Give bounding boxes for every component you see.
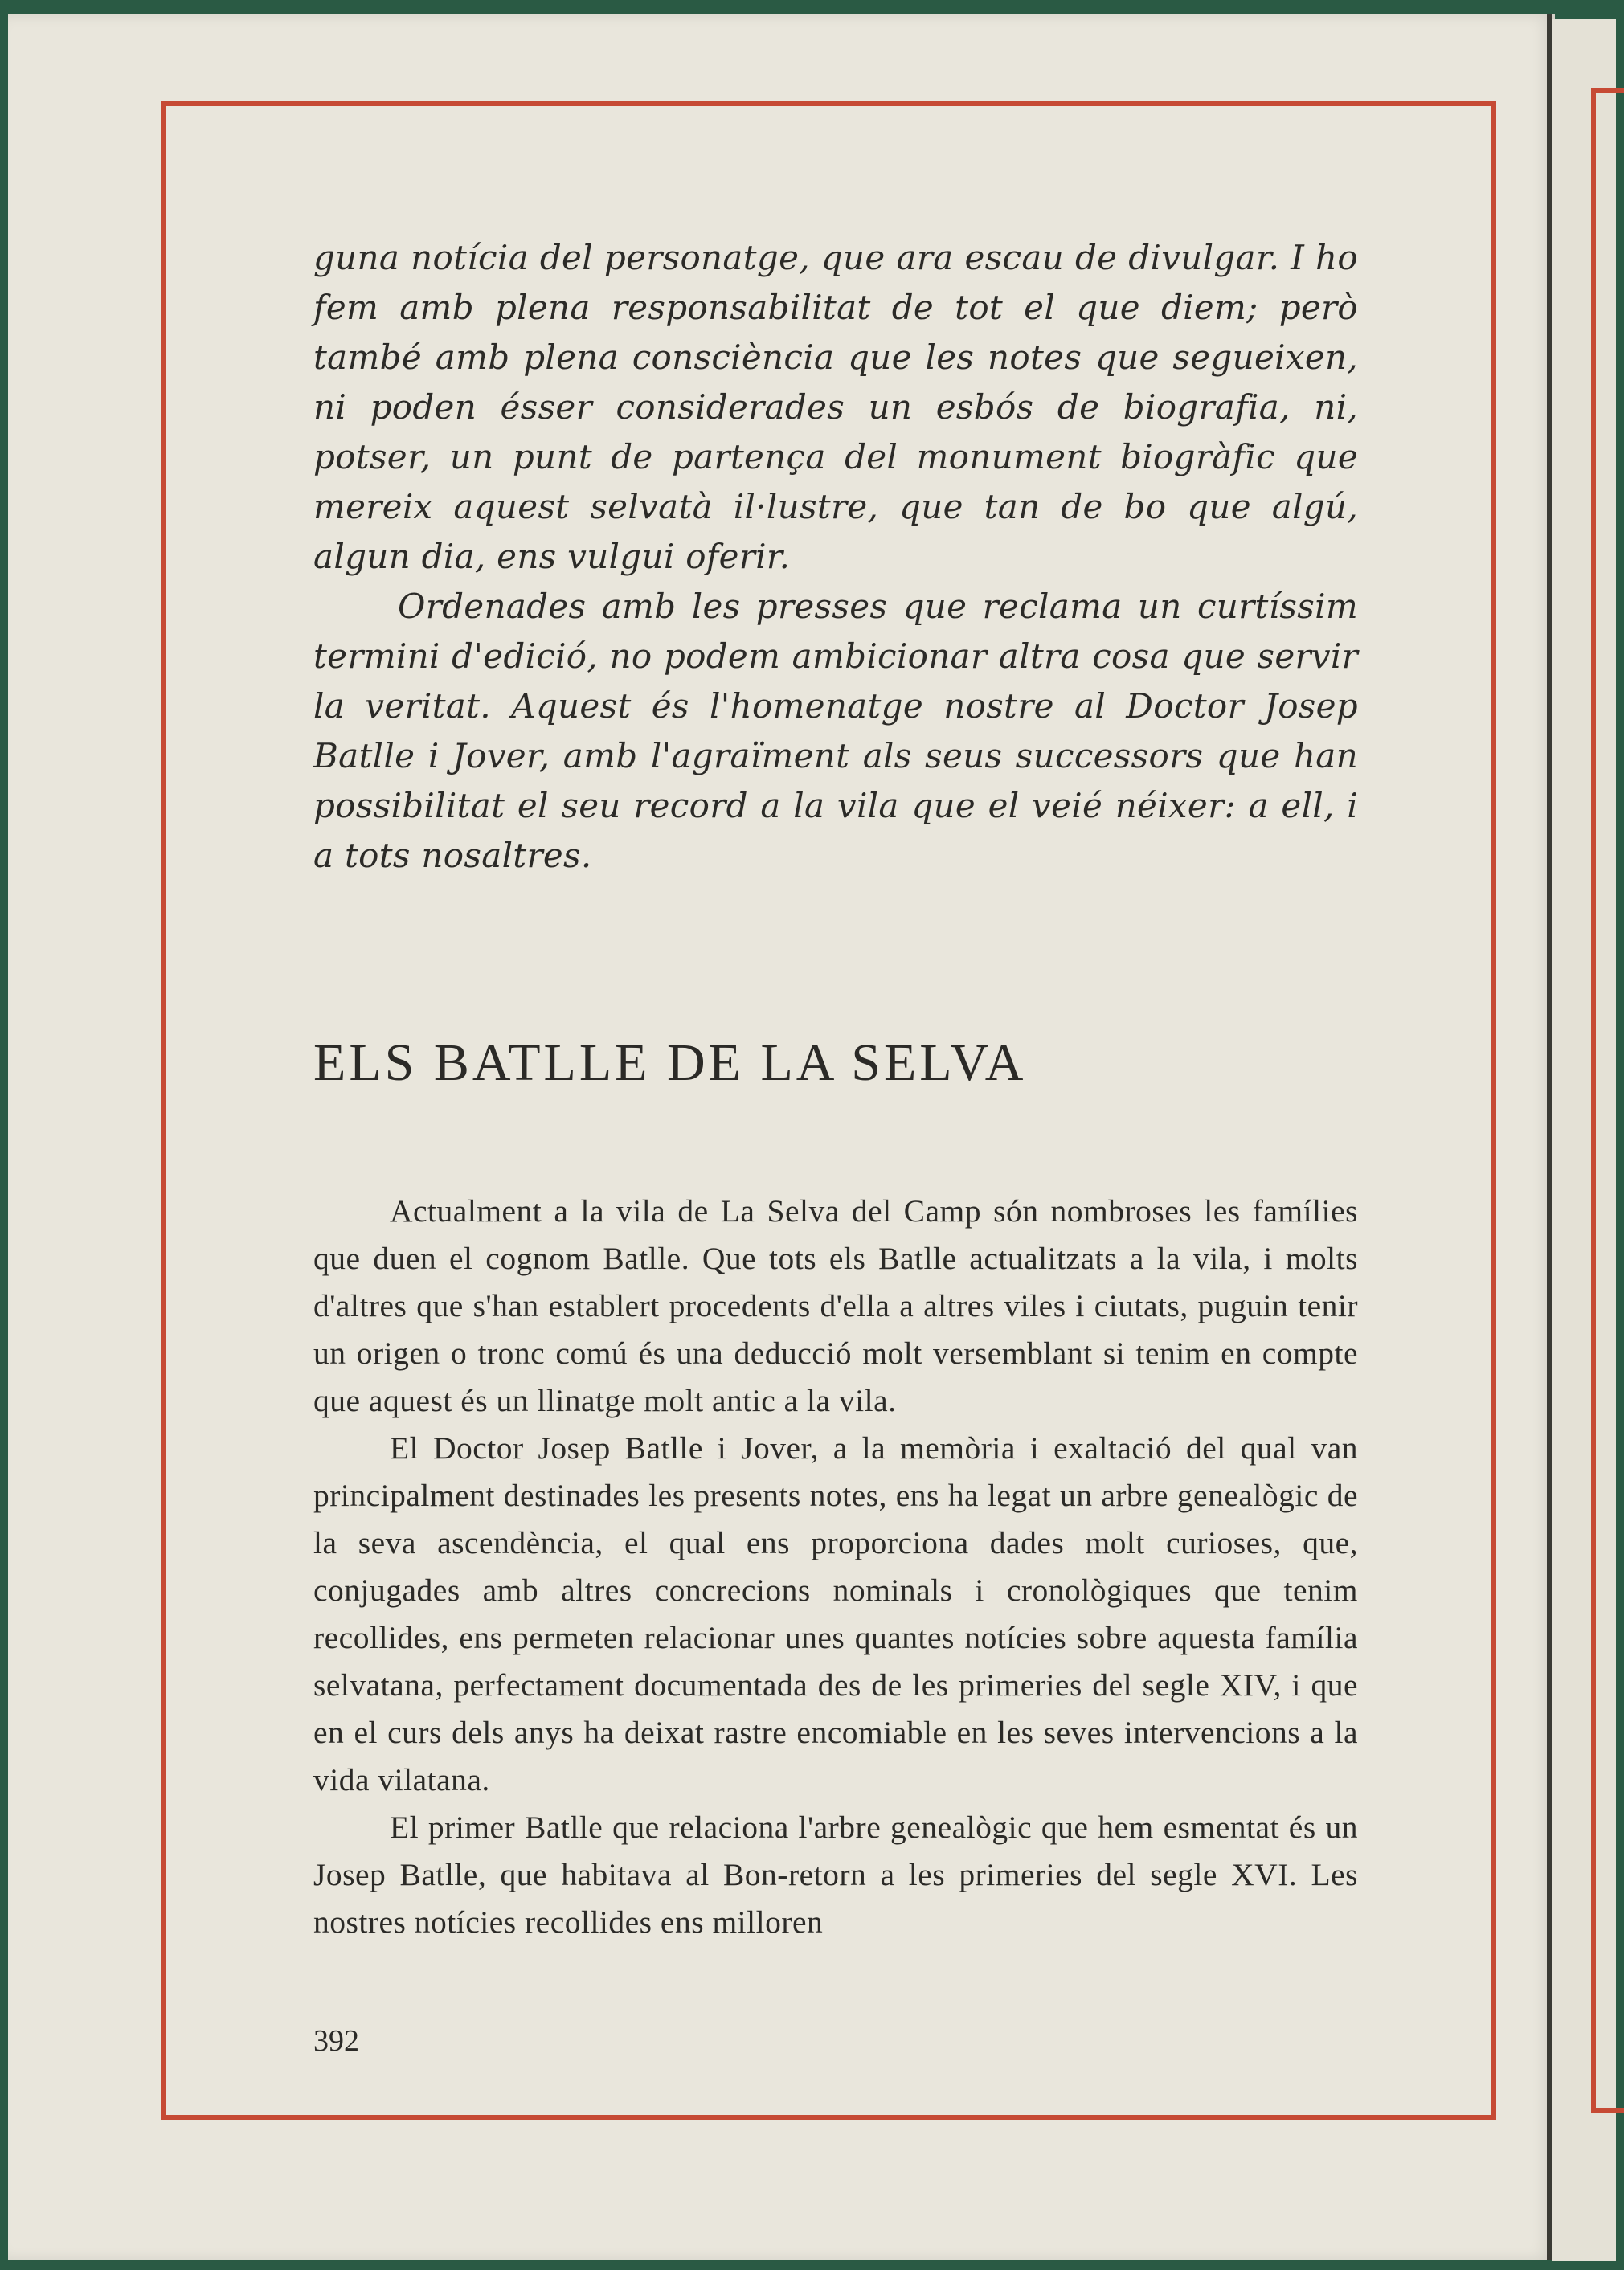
body-paragraph: El primer Batlle que relaciona l'arbre genealògic que hem esmentat és un Josep Batlle, que habitava al Bon-retorn a les primeries del segle XVI. Les nostres notícies recollides ens milloren (313, 1810, 1358, 1940)
facing-page-frame (1591, 88, 1624, 2113)
page-number: 392 (313, 2024, 359, 2058)
body-paragraph: El Doctor Josep Batlle i Jover, a la memòria i exaltació del qual van principalment destinades les presents notes, ens ha legat un arbre genealògic de la seva ascendència, el qual ens proporciona dades molt curioses, que, conjugades amb altres concrecions nominals i cronològiques que tenim recollides, ens permeten relacionar unes quantes notícies sobre aquesta família selvatana, perfectament documentada des de les primeries del segle XIV, i que en el curs dels anys ha deixat rastre encomiable en les seves intervencions a la vida vilatana. (313, 1430, 1358, 1798)
intro-paragraph: Ordenades amb les presses que reclama un curtíssim termini d'edició, no podem ambicionar altra cosa que servir la veritat. Aquest és l'homenatge nostre al Doctor Josep Batlle i Jover, amb l'agraïment als seus successors que han possibilitat el seu record a la vila que el veié néixer: a ell, i a tots nosaltres. (313, 587, 1358, 875)
section-body (313, 1188, 1358, 1946)
body-paragraph: Actualment a la vila de La Selva del Camp són nombroses les famílies que duen el cognom Batlle. Que tots els Batlle actualitzats a la vila, i molts d'altres que s'han establert procedents d'ella a altres viles i ciutats, puguin tenir un origen o tronc comú és una deducció molt versemblant si tenim en compte que aquest és un llinatge molt antic a la vila. (313, 1193, 1358, 1418)
intro-text (313, 233, 1358, 881)
intro-paragraph: guna notícia del personatge, que ara escau de divulgar. I ho fem amb plena responsabilitat de tot el que diem; però també amb plena consciència que les notes que segueixen, ni poden ésser considerades un esbós de biografia, ni, potser, un punt de partença del monument biogràfic que mereix aquest selvatà il·lustre, que tan de bo que algú, algun dia, ens vulgui oferir. (313, 238, 1358, 576)
section-title: ELS BATLLE DE LA SELVA (313, 1033, 1027, 1092)
